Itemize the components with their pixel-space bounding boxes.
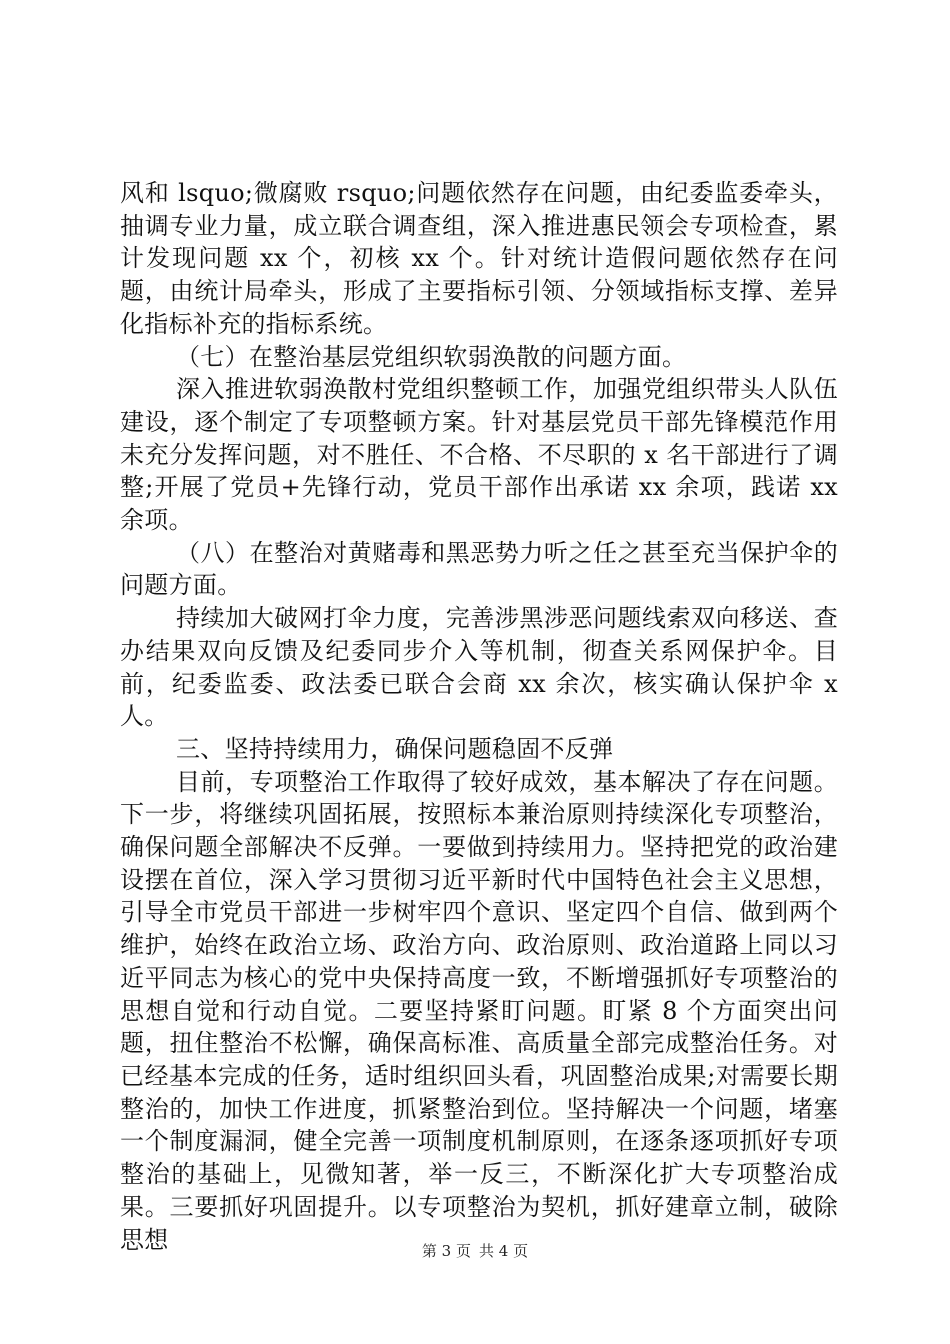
section-heading-8: （八）在整治对黄赌毒和黑恶势力听之任之甚至充当保护伞的问题方面。 <box>120 538 838 600</box>
section-heading-7: （七）在整治基层党组织软弱涣散的问题方面。 <box>176 342 687 371</box>
page-footer <box>0 1241 950 1261</box>
paragraph-continued: 风和 lsquo;微腐败 rsquo;问题依然存在问题，由纪委监委牵头，抽调专业力量，成立联合调查组，深入推进惠民领会专项检查，累计发现问题 xx 个，初核 xx 个。针对统计造假问题依然存在问题，由统计局牵头，形成了主要指标引领、分领域指标支撑、差异化指标补充的指标系统。 <box>120 179 838 338</box>
paragraph: 目前，专项整治工作取得了较好成效，基本解决了存在问题。下一步，将继续巩固拓展，按照标本兼治原则持续深化专项整治，确保问题全部解决不反弹。一要做到持续用力。坚持把党的政治建设摆在首位，深入学习贯彻习近平新时代中国特色社会主义思想，引导全市党员干部进一步树牢四个意识、坚定四个自信、做到两个维护，始终在政治立场、政治方向、政治原则、政治道路上同以习近平同志为核心的党中央保持高度一致，不断增强抓好专项整治的思想自觉和行动自觉。二要坚持紧盯问题。盯紧 8 个方面突出问题，扭住整治不松懈，确保高标准、高质量全部完成整治任务。对已经基本完成的任务，适时组织回头看，巩固整治成果;对需要长期整治的，加快工作进度，抓紧整治到位。坚持解决一个问题，堵塞一个制度漏洞，健全完善一项制度机制原则，在逐条逐项抓好专项整治的基础上，见微知著，举一反三，不断深化扩大专项整治成果。三要抓好巩固提升。以专项整治为契机，抓好建章立制，破除思想 <box>120 767 838 1254</box>
document-body <box>120 177 838 1256</box>
paragraph: 深入推进软弱涣散村党组织整顿工作，加强党组织带头人队伍建设，逐个制定了专项整顿方案。针对基层党员干部先锋模范作用未充分发挥问题，对不胜任、不合格、不尽职的 x 名干部进行了调整;开展了党员+先锋行动，党员干部作出承诺 xx 余项，践诺 xx 余项。 <box>120 375 838 535</box>
page-number: 第 3 页 <box>421 1242 471 1260</box>
paragraph: 持续加大破网打伞力度，完善涉黑涉恶问题线索双向移送、查办结果双向反馈及纪委同步介入等机制，彻查关系网保护伞。目前，纪委监委、政法委已联合会商 xx 余次，核实确认保护伞 x 人。 <box>120 604 838 731</box>
section-heading-3: 三、坚持持续用力，确保问题稳固不反弹 <box>176 734 614 763</box>
page-total: 共 4 页 <box>479 1242 529 1260</box>
